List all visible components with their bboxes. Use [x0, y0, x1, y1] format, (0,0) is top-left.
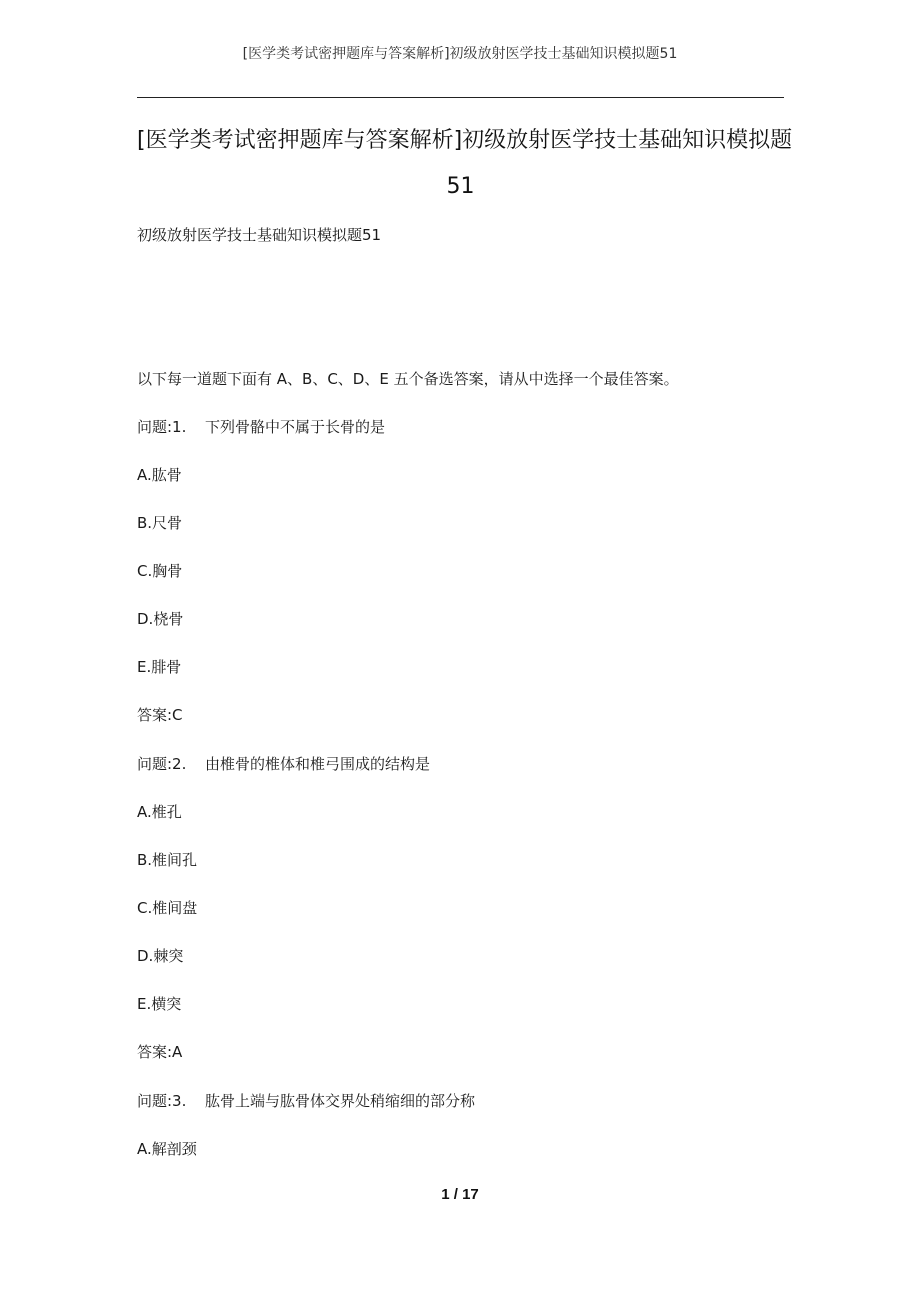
document-subtitle: 初级放射医学技士基础知识模拟题51	[137, 226, 382, 244]
instruction-text: 以下每一道题下面有 A、B、C、D、E 五个备选答案，请从中选择一个最佳答案。	[137, 370, 679, 388]
question-3	[137, 1090, 475, 1112]
question-1	[137, 416, 385, 438]
question-2-option-a: A.椎孔	[137, 803, 182, 821]
question-3-text: 肱骨上端与肱骨体交界处稍缩细的部分称	[205, 1092, 476, 1110]
document-title: [医学类考试密押题库与答案解析]初级放射医学技士基础知识模拟题	[137, 128, 793, 153]
question-1-number: 问题:1.	[137, 418, 187, 436]
document-title-continuation: 51	[446, 174, 475, 199]
question-2-option-e: E.横突	[137, 995, 182, 1013]
question-2-answer: 答案:A	[137, 1043, 183, 1061]
question-1-text: 下列骨骼中不属于长骨的是	[205, 418, 386, 436]
running-header: [医学类考试密押题库与答案解析]初级放射医学技士基础知识模拟题51	[242, 46, 678, 62]
question-2	[137, 753, 430, 775]
question-2-option-c: C.椎间盘	[137, 899, 198, 917]
question-2-option-b: B.椎间孔	[137, 851, 198, 869]
question-1-option-b: B.尺骨	[137, 514, 183, 532]
question-1-option-a: A.肱骨	[137, 466, 182, 484]
question-2-text: 由椎骨的椎体和椎弓围成的结构是	[205, 755, 431, 773]
question-1-option-e: E.腓骨	[137, 658, 182, 676]
question-1-answer: 答案:C	[137, 706, 183, 724]
question-2-number: 问题:2.	[137, 755, 187, 773]
page-number: 1 / 17	[441, 1186, 479, 1203]
question-3-option-a: A.解剖颈	[137, 1140, 197, 1158]
question-1-option-d: D.桡骨	[137, 610, 184, 628]
question-1-option-c: C.胸骨	[137, 562, 183, 580]
header-divider	[137, 97, 784, 98]
question-3-number: 问题:3.	[137, 1092, 187, 1110]
question-2-option-d: D.棘突	[137, 947, 184, 965]
